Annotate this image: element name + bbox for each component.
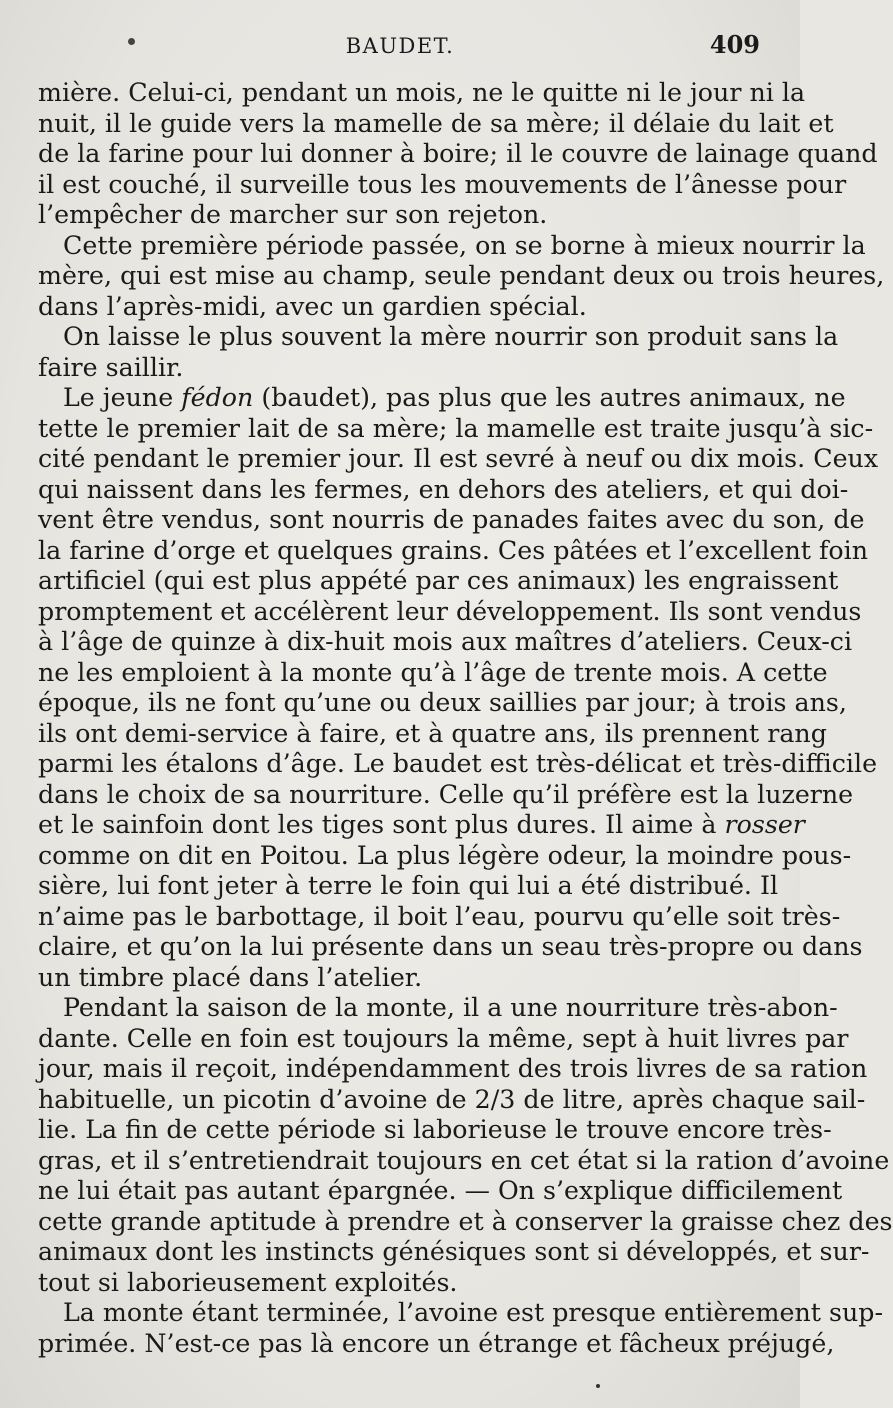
text-line: l’empêcher de marcher sur son rejeton. (38, 200, 548, 229)
text-line: de la farine pour lui donner à boire; il le couvre de lainage quand (38, 139, 878, 168)
italic-word: fédon (181, 383, 254, 412)
text-line: parmi les étalons d’âge. Le baudet est très-délicat et très-difficile (38, 749, 878, 778)
text-line: promptement et accélèrent leur développement. Ils sont vendus (38, 596, 862, 626)
body-text (38, 78, 893, 1359)
text-line: vent être vendus, sont nourris de panades faites avec du son, de (38, 505, 865, 534)
text-line: dans l’après-midi, avec un gardien spécial. (38, 291, 587, 321)
page-header-title: BAUDET. (345, 34, 455, 58)
text-line: dante. Celle en foin est toujours la même, sept à huit livres par (38, 1023, 849, 1053)
text-line: n’aime pas le barbottage, il boit l’eau, pourvu qu’elle soit très- (38, 901, 841, 931)
text-line: mère, qui est mise au champ, seule pendant deux ou trois heures, (38, 261, 885, 290)
text-line: ne les emploient à la monte qu’à l’âge de trente mois. A cette (38, 657, 828, 687)
text-line: habituelle, un picotin d’avoine de 2/3 de litre, après chaque sail- (38, 1084, 866, 1114)
text-line: la farine d’orge et quelques grains. Ces pâtées et l’excellent foin (38, 535, 868, 565)
text-line: primée. N’est-ce pas là encore un étrange et fâcheux préjugé, (38, 1328, 835, 1358)
text-line: Le jeune fédon (baudet), pas plus que les autres animaux, ne (63, 383, 846, 412)
text-line: On laisse le plus souvent la mère nourrir son produit sans la (63, 322, 839, 351)
text-line: artificiel (qui est plus appété par ces animaux) les engraissent (38, 566, 839, 595)
text-line: nuit, il le guide vers la mamelle de sa mère; il délaie du lait et (38, 108, 834, 138)
text-line: qui naissent dans les fermes, en dehors des ateliers, et qui doi- (38, 474, 849, 504)
text-line: mière. Celui-ci, pendant un mois, ne le quitte ni le jour ni la (38, 78, 806, 107)
text-line: lie. La fin de cette période si laborieuse le trouve encore très- (38, 1115, 832, 1144)
ink-speck (596, 1384, 600, 1388)
text-line: gras, et il s’entretiendrait toujours en cet état si la ration d’avoine (38, 1145, 890, 1175)
text-line: et le sainfoin dont les tiges sont plus dures. Il aime à rosser (38, 810, 805, 839)
italic-word: rosser (724, 810, 805, 839)
text-line: il est couché, il surveille tous les mouvements de l’ânesse pour (38, 169, 847, 199)
text-line: comme on dit en Poitou. La plus légère odeur, la moindre pous- (38, 840, 852, 870)
text-line: cité pendant le premier jour. Il est sevré à neuf ou dix mois. Ceux (38, 444, 879, 473)
text-line: ils ont demi-service à faire, et à quatre ans, ils prennent rang (38, 718, 827, 748)
text-line: cette grande aptitude à prendre et à conserver la graisse chez des (38, 1206, 893, 1236)
text-line: dans le choix de sa nourriture. Celle qu’il préfère est la luzerne (38, 779, 854, 809)
text-line: claire, et qu’on la lui présente dans un seau très-propre ou dans (38, 932, 863, 961)
text-line: tette le premier lait de sa mère; la mamelle est traite jusqu’à sic- (38, 413, 874, 443)
text-line: à l’âge de quinze à dix-huit mois aux maîtres d’ateliers. Ceux-ci (38, 627, 853, 656)
text-line: Cette première période passée, on se borne à mieux nourrir la (63, 230, 866, 260)
text-line: sière, lui font jeter à terre le foin qui lui a été distribué. Il (38, 871, 779, 900)
text-line: Pendant la saison de la monte, il a une nourriture très-abon- (63, 993, 838, 1022)
text-line: époque, ils ne font qu’une ou deux saillies par jour; à trois ans, (38, 688, 847, 717)
text-line: La monte étant terminée, l’avoine est presque entièrement sup- (63, 1298, 883, 1327)
text-line: jour, mais il reçoit, indépendamment des trois livres de sa ration (38, 1054, 868, 1083)
text-line: tout si laborieusement exploités. (38, 1267, 458, 1297)
text-line: faire saillir. (38, 352, 184, 382)
page-number: 409 (709, 30, 760, 59)
text-line: ne lui était pas autant épargnée. — On s’explique difficilement (38, 1176, 843, 1205)
text-line: animaux dont les instincts génésiques sont si développés, et sur- (38, 1237, 870, 1266)
text-line: un timbre placé dans l’atelier. (38, 962, 423, 992)
running-head (0, 28, 800, 68)
